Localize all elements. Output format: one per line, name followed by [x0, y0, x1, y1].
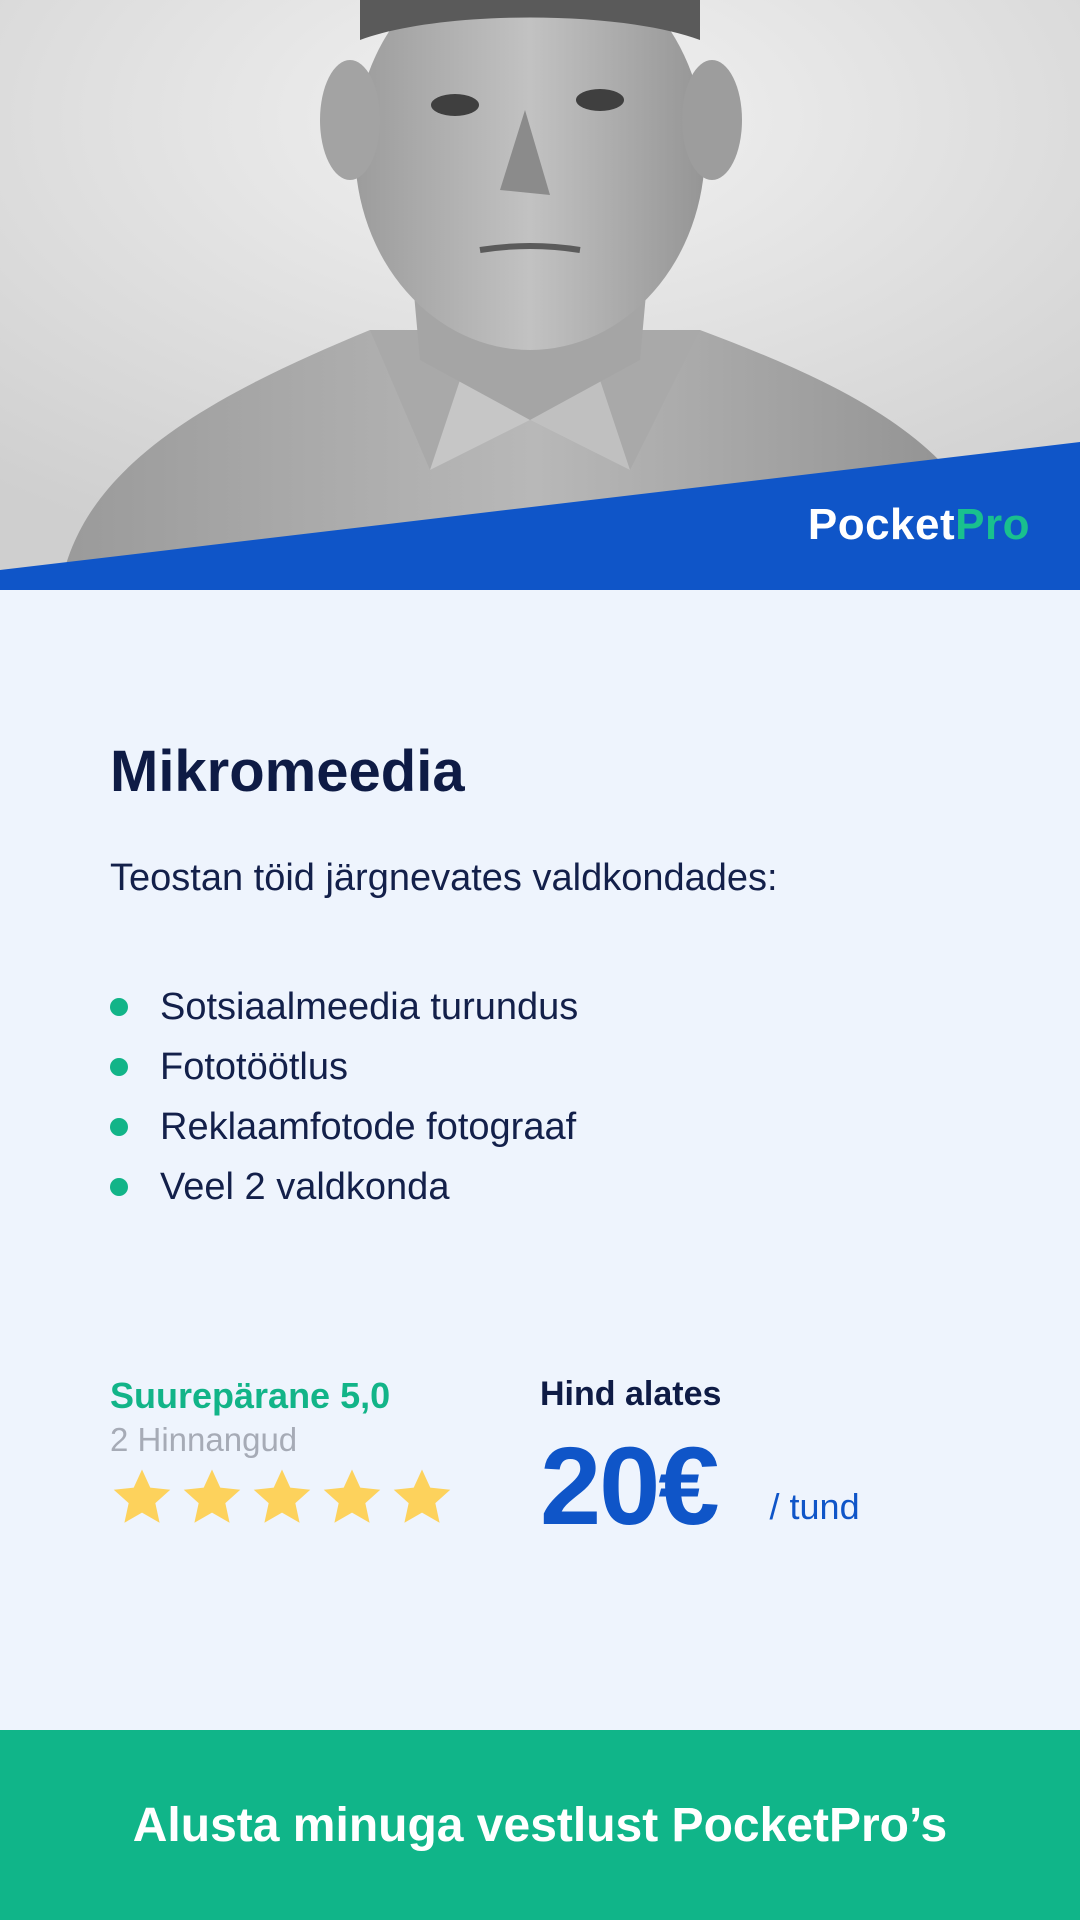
profile-name: Mikromeedia	[110, 739, 465, 804]
rating-count[interactable]: 2 Hinnangud	[110, 1421, 298, 1458]
price-row	[540, 1425, 960, 1548]
price-block	[540, 1375, 960, 1548]
star-icon	[250, 1467, 314, 1529]
star-icon	[320, 1467, 384, 1529]
service-label: Reklaamfotode fotograaf	[160, 1105, 577, 1148]
star-icon	[390, 1467, 454, 1529]
profile-details	[110, 740, 1000, 1217]
service-item	[110, 1097, 1000, 1157]
bullet-icon	[110, 998, 128, 1016]
bullet-icon	[110, 1178, 128, 1196]
start-chat-button[interactable]	[0, 1730, 1080, 1920]
price-label: Hind alates	[540, 1375, 722, 1413]
logo-accent: Pro	[955, 500, 1030, 549]
star-rating	[110, 1467, 510, 1529]
service-item	[110, 977, 1000, 1037]
bullet-icon	[110, 1118, 128, 1136]
rating-block	[110, 1375, 510, 1529]
price-unit: / tund	[769, 1486, 860, 1527]
service-label: Sotsiaalmeedia turundus	[160, 985, 579, 1028]
start-chat-label: Alusta minuga vestlust PocketPro’s	[132, 1798, 948, 1852]
service-label: Fototöötlus	[160, 1045, 348, 1088]
rating-label: Suurepärane 5,0	[110, 1375, 391, 1416]
pocketpro-logo	[808, 500, 1030, 550]
price-amount: 20€	[540, 1425, 718, 1548]
star-icon	[110, 1467, 174, 1529]
service-item[interactable]	[110, 1157, 1000, 1217]
logo-main: Pocket	[807, 500, 956, 549]
bullet-icon	[110, 1058, 128, 1076]
more-services-link[interactable]: Veel 2 valdkonda	[160, 1165, 450, 1208]
star-icon	[180, 1467, 244, 1529]
profile-hero	[0, 0, 1080, 590]
services-list	[110, 977, 1000, 1217]
services-intro: Teostan töid järgnevates valdkondades:	[110, 856, 778, 899]
service-item	[110, 1037, 1000, 1097]
